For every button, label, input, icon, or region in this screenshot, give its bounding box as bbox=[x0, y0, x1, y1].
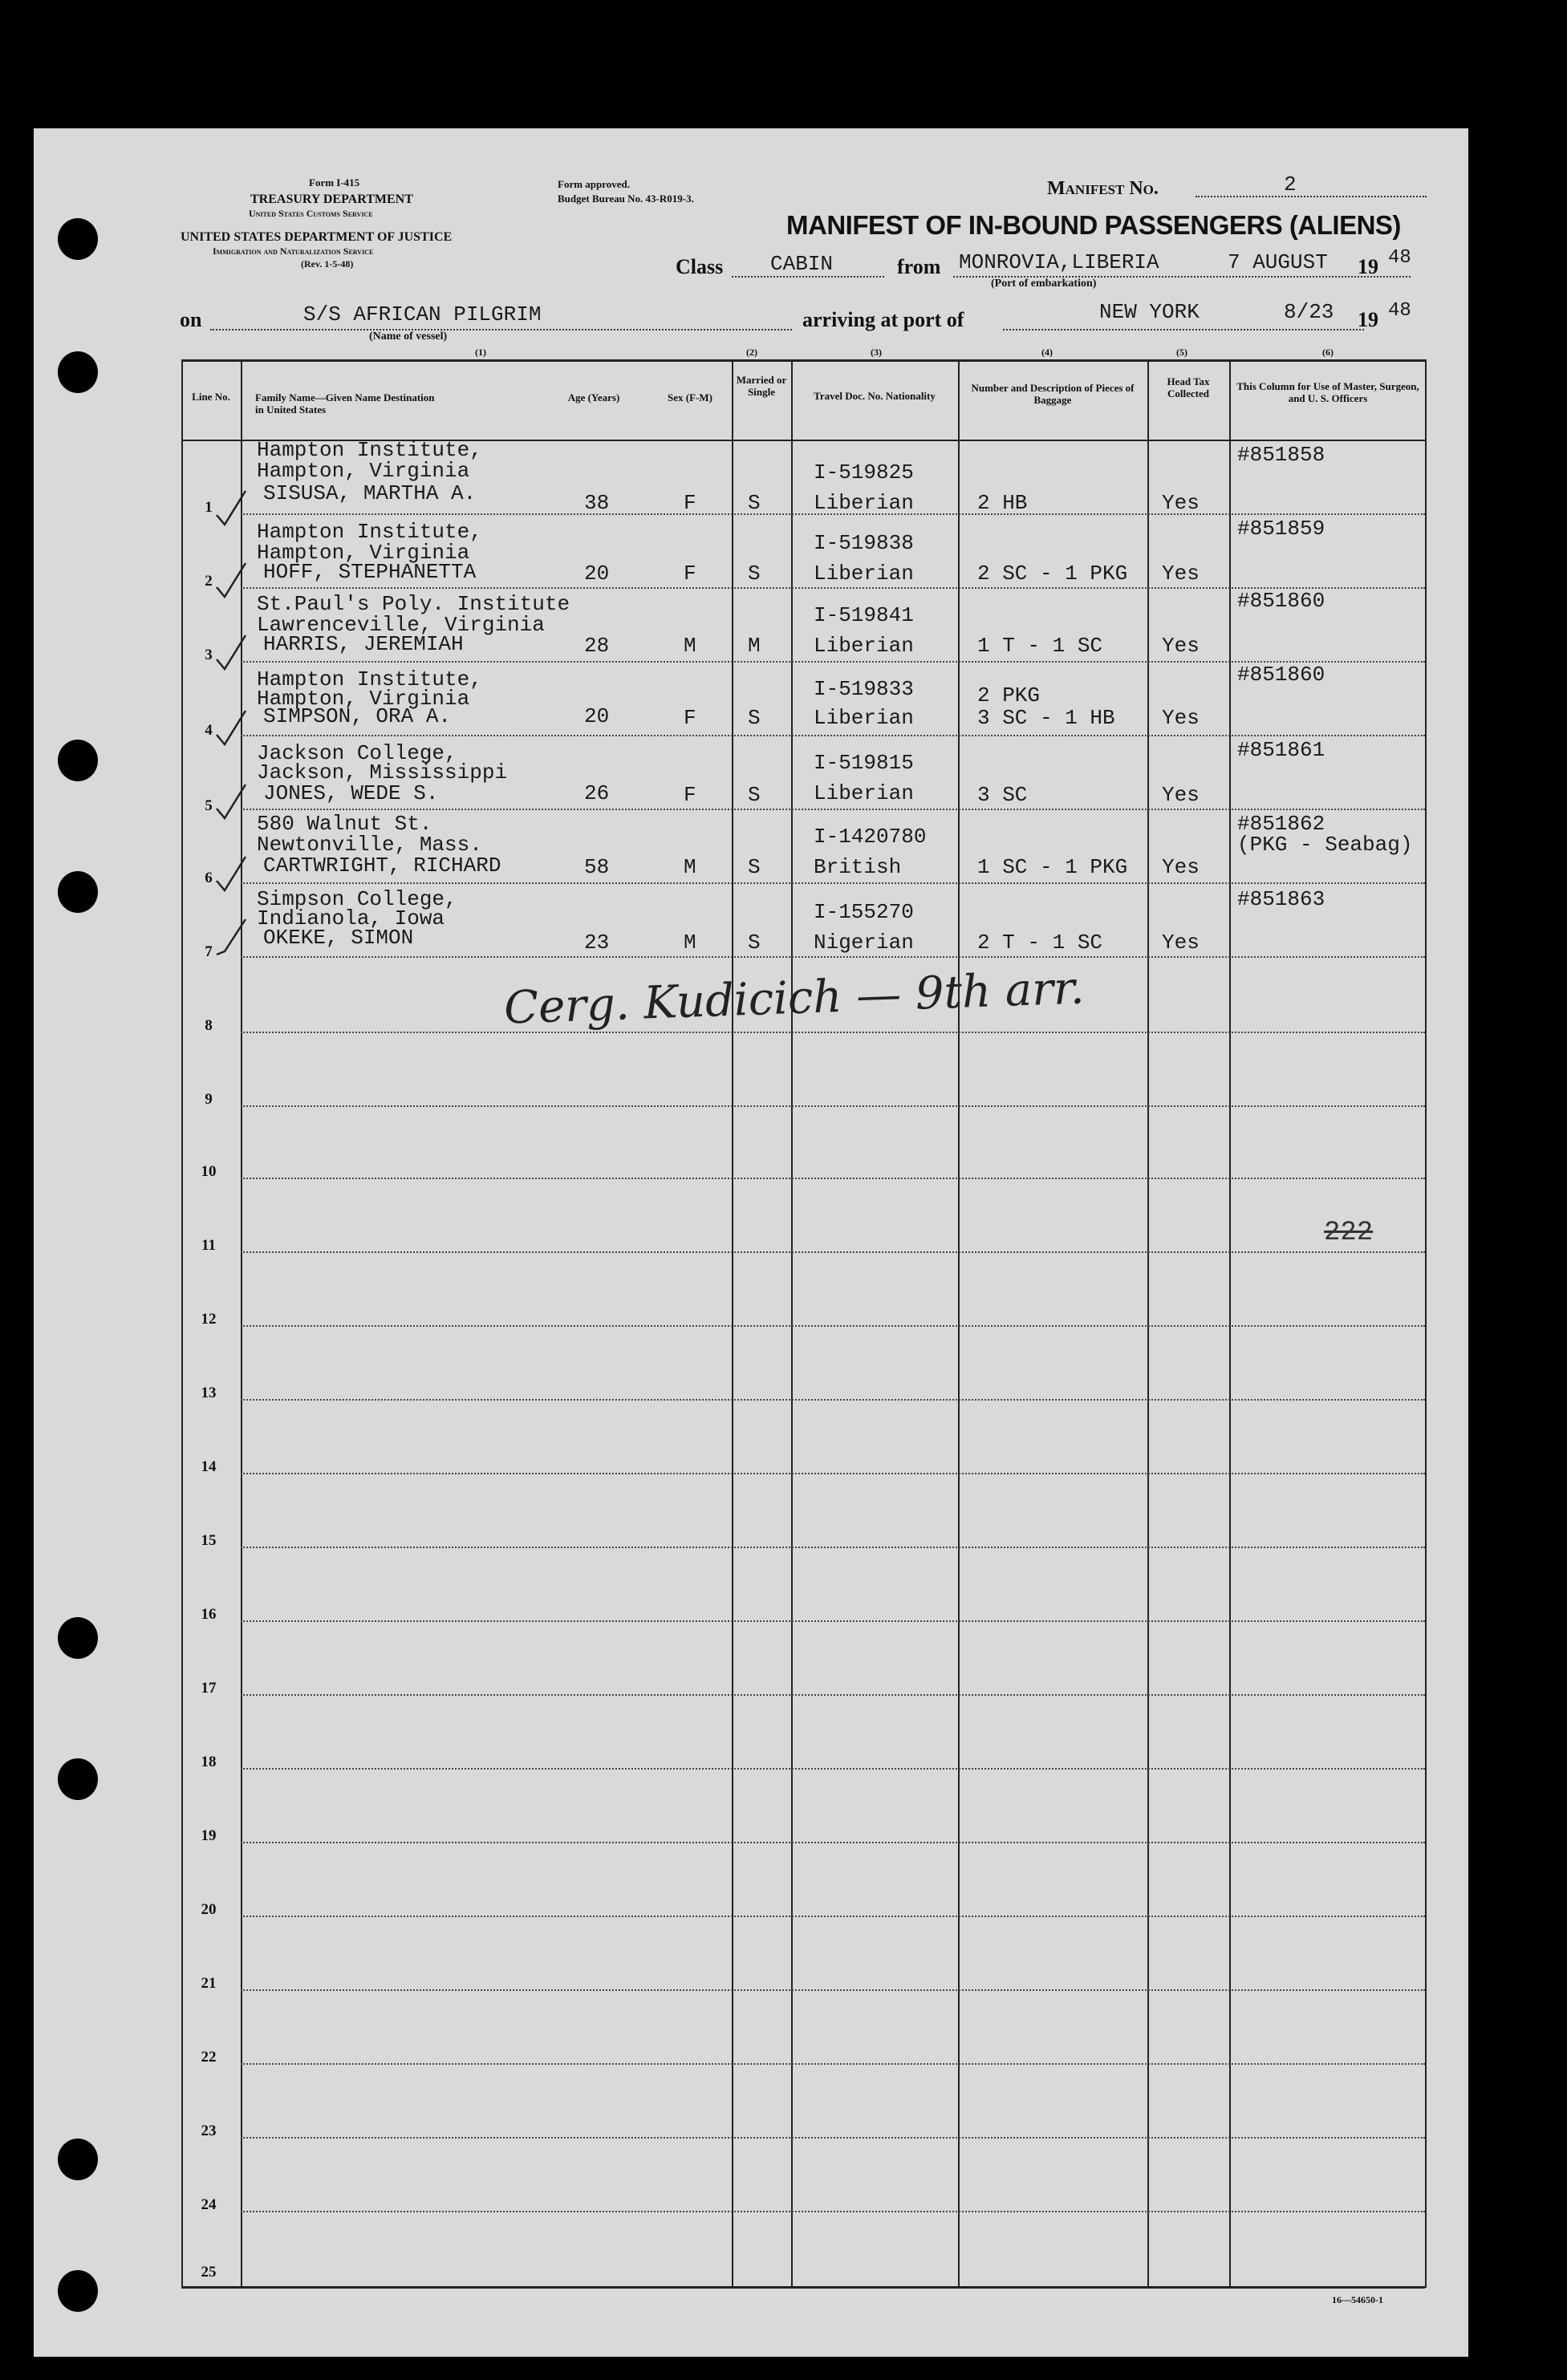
col-rule bbox=[1229, 359, 1231, 2288]
header-age: Age (Years) bbox=[567, 391, 620, 403]
port-embark-caption: (Port of embarkation) bbox=[991, 278, 1097, 290]
line-number: 17 bbox=[201, 1680, 217, 1697]
officer-number: #851859 bbox=[1237, 517, 1325, 541]
head-tax: Yes bbox=[1162, 706, 1200, 730]
travel-doc-no: I-519833 bbox=[814, 677, 914, 701]
destination-line-2: Hampton, Virginia bbox=[257, 459, 470, 483]
header-name: Family Name—Given Name Destination in United States bbox=[255, 391, 435, 416]
treasury-dept: TREASURY DEPARTMENT bbox=[250, 193, 413, 206]
col-num-1: (1) bbox=[475, 347, 486, 358]
punch-hole bbox=[58, 351, 98, 393]
travel-doc-no: I-519838 bbox=[814, 531, 914, 555]
row-rule bbox=[241, 1325, 1425, 1327]
punch-hole bbox=[58, 218, 98, 260]
row-rule bbox=[241, 1032, 1425, 1033]
line-number: 21 bbox=[201, 1975, 217, 1992]
destination-line-1: Hampton Institute, bbox=[257, 438, 482, 462]
head-tax: Yes bbox=[1162, 491, 1200, 515]
vessel-caption: (Name of vessel) bbox=[369, 330, 448, 343]
punch-hole bbox=[58, 2139, 98, 2180]
row-rule bbox=[241, 1694, 1425, 1696]
col-num-3: (3) bbox=[871, 347, 882, 358]
line-number: 4 bbox=[205, 722, 213, 739]
sex: M bbox=[684, 855, 696, 879]
destination-line-2: Indianola, Iowa bbox=[257, 906, 445, 931]
line-number: 24 bbox=[201, 2196, 217, 2213]
marital-status: M bbox=[748, 634, 761, 658]
check-marks bbox=[209, 449, 257, 963]
manifest-no-value: 2 bbox=[1284, 172, 1297, 197]
line-number: 15 bbox=[201, 1532, 217, 1549]
stamp-number: 222 bbox=[1324, 1218, 1374, 1248]
head-tax: Yes bbox=[1162, 562, 1200, 586]
baggage-2: 1 T - 1 SC bbox=[977, 634, 1103, 658]
nationality: Liberian bbox=[814, 781, 914, 805]
header-head-tax: Head Tax Collected bbox=[1167, 375, 1210, 399]
table-top-rule bbox=[181, 359, 1425, 362]
marital-status: S bbox=[748, 931, 761, 955]
destination-line-1: Hampton Institute, bbox=[257, 667, 482, 691]
punch-hole bbox=[58, 1617, 98, 1659]
baggage-2: 3 SC - 1 HB bbox=[977, 706, 1115, 730]
travel-doc-no: I-155270 bbox=[814, 900, 914, 924]
handwritten-signature: Cerg. Kudicich — 9th arr. bbox=[503, 962, 1086, 1035]
officer-number: #851860 bbox=[1237, 589, 1325, 613]
sex: M bbox=[684, 931, 696, 955]
destination-line-2: Hampton, Virginia bbox=[257, 541, 470, 565]
row-rule bbox=[241, 513, 1425, 515]
baggage-2: 2 HB bbox=[977, 491, 1028, 515]
line-number: 12 bbox=[201, 1311, 217, 1328]
header-married: Married or Single bbox=[736, 374, 787, 398]
row-rule bbox=[241, 735, 1425, 736]
from-label: from bbox=[897, 255, 941, 278]
line-number: 18 bbox=[201, 1754, 217, 1770]
age: 38 bbox=[584, 491, 610, 515]
line-number: 11 bbox=[201, 1237, 216, 1254]
travel-doc-no: I-519825 bbox=[814, 460, 914, 485]
officer-note: (PKG - Seabag) bbox=[1237, 833, 1413, 857]
header-sex: Sex (F-M) bbox=[668, 391, 712, 403]
destination-line-1: St.Paul's Poly. Institute bbox=[257, 592, 570, 616]
row-rule bbox=[241, 2211, 1425, 2212]
col-rule bbox=[732, 359, 733, 2288]
line-number: 2 bbox=[205, 573, 213, 590]
passenger-name: HOFF, STEPHANETTA bbox=[263, 560, 477, 584]
header-travel-doc: Travel Doc. No. Nationality bbox=[814, 390, 936, 402]
col-rule bbox=[958, 359, 960, 2288]
arrival-year-suffix: 48 bbox=[1388, 300, 1411, 322]
baggage-2: 3 SC bbox=[977, 783, 1028, 807]
col-rule bbox=[1425, 359, 1427, 2288]
marital-status: S bbox=[748, 562, 761, 586]
class-value: CABIN bbox=[770, 252, 834, 276]
row-rule bbox=[241, 1251, 1425, 1253]
from-value: MONROVIA,LIBERIA bbox=[959, 250, 1159, 274]
head-tax: Yes bbox=[1162, 931, 1200, 955]
date-value: 7 AUGUST bbox=[1228, 250, 1328, 274]
punch-hole bbox=[58, 2270, 98, 2312]
destination-line-2: Newtonville, Mass. bbox=[257, 833, 482, 857]
destination-line-2: Jackson, Mississippi bbox=[257, 760, 508, 785]
destination-line-1: 580 Walnut St. bbox=[257, 812, 432, 836]
col-num-4: (4) bbox=[1041, 347, 1053, 358]
manifest-no-line bbox=[1196, 196, 1427, 197]
head-tax: Yes bbox=[1162, 783, 1200, 807]
age: 28 bbox=[584, 634, 610, 658]
line-number: 10 bbox=[201, 1163, 217, 1180]
arrival-port: NEW YORK bbox=[1099, 300, 1200, 324]
head-tax: Yes bbox=[1162, 634, 1200, 658]
passenger-name: HARRIS, JEREMIAH bbox=[263, 632, 464, 656]
travel-doc-no: I-1420780 bbox=[814, 825, 927, 849]
manifest-no-label: Manifest No. bbox=[1047, 178, 1159, 199]
arriving-label: arriving at port of bbox=[802, 308, 964, 331]
passenger-name: JONES, WEDE S. bbox=[263, 781, 439, 805]
year-prefix: 19 bbox=[1358, 255, 1378, 278]
line-number: 7 bbox=[205, 943, 213, 960]
line-number: 13 bbox=[201, 1385, 217, 1401]
row-rule bbox=[241, 1547, 1425, 1548]
line-number: 14 bbox=[201, 1458, 217, 1475]
nationality: Liberian bbox=[814, 562, 914, 586]
class-label: Class bbox=[676, 255, 724, 278]
passenger-name: SIMPSON, ORA A. bbox=[263, 704, 452, 728]
row-rule bbox=[241, 1620, 1425, 1622]
row-rule bbox=[241, 1989, 1425, 1991]
row-rule bbox=[241, 809, 1425, 810]
age: 23 bbox=[584, 931, 610, 955]
destination-line-2: Hampton, Virginia bbox=[257, 687, 470, 711]
footer-code: 16—54650-1 bbox=[1332, 2294, 1383, 2305]
col-rule bbox=[181, 359, 183, 2288]
on-label: on bbox=[180, 308, 202, 331]
head-tax: Yes bbox=[1162, 855, 1200, 879]
sex: F bbox=[684, 706, 696, 730]
col-num-6: (6) bbox=[1322, 347, 1334, 358]
line-number: 8 bbox=[205, 1017, 213, 1034]
year-suffix: 48 bbox=[1388, 247, 1411, 269]
age: 20 bbox=[584, 562, 610, 586]
baggage-1: 2 PKG bbox=[977, 683, 1041, 708]
travel-doc-no: I-519815 bbox=[814, 751, 914, 775]
sex: F bbox=[684, 562, 696, 586]
sex: F bbox=[684, 491, 696, 515]
officer-number: #851858 bbox=[1237, 443, 1325, 467]
nationality: British bbox=[814, 855, 902, 879]
passenger-name: SISUSA, MARTHA A. bbox=[263, 481, 477, 505]
baggage-2: 2 T - 1 SC bbox=[977, 931, 1103, 955]
passenger-name: CARTWRIGHT, RICHARD bbox=[263, 853, 501, 878]
destination-line-2: Lawrenceville, Virginia bbox=[257, 613, 545, 637]
table-bottom-rule bbox=[181, 2286, 1425, 2289]
line-number: 25 bbox=[201, 2264, 217, 2281]
arrival-year-prefix: 19 bbox=[1358, 308, 1378, 331]
officer-number: #851861 bbox=[1237, 738, 1325, 762]
line-number: 5 bbox=[205, 797, 213, 814]
sex: F bbox=[684, 783, 696, 807]
age: 20 bbox=[584, 704, 610, 728]
budget-bureau: Budget Bureau No. 43-R019-3. bbox=[558, 193, 694, 205]
punch-hole bbox=[58, 871, 98, 913]
row-rule bbox=[241, 882, 1425, 884]
officer-number: #851863 bbox=[1237, 887, 1325, 911]
line-number: 6 bbox=[205, 870, 213, 886]
line-number: 23 bbox=[201, 2123, 217, 2139]
col-num-2: (2) bbox=[746, 347, 757, 358]
destination-line-1: Jackson College, bbox=[257, 741, 457, 765]
arrival-date: 8/23 bbox=[1284, 300, 1334, 324]
arrival-line bbox=[1003, 329, 1364, 330]
col-num-5: (5) bbox=[1176, 347, 1187, 358]
row-rule bbox=[241, 1105, 1425, 1107]
officer-number: #851860 bbox=[1237, 663, 1325, 687]
form-approved: Form approved. bbox=[558, 178, 631, 190]
row-rule bbox=[241, 1178, 1425, 1179]
officer-number: #851862 bbox=[1237, 812, 1325, 836]
travel-doc-no: I-519841 bbox=[814, 603, 914, 627]
row-rule bbox=[241, 1916, 1425, 1917]
marital-status: S bbox=[748, 855, 761, 879]
vessel-value: S/S AFRICAN PILGRIM bbox=[303, 302, 542, 326]
header-officers: This Column for Use of Master, Surgeon, and U. S. Officers bbox=[1236, 380, 1419, 404]
form-number: Form I-415 bbox=[309, 176, 360, 189]
header-baggage: Number and Description of Pieces of Baggage bbox=[971, 382, 1135, 406]
row-rule bbox=[241, 2063, 1425, 2065]
line-number: 3 bbox=[205, 647, 213, 663]
justice-dept: UNITED STATES DEPARTMENT OF JUSTICE bbox=[181, 230, 453, 244]
destination-line-1: Hampton Institute, bbox=[257, 520, 482, 544]
nationality: Liberian bbox=[814, 706, 914, 730]
nationality: Nigerian bbox=[814, 931, 914, 955]
line-number: 1 bbox=[205, 499, 213, 516]
punch-hole bbox=[58, 1758, 98, 1800]
line-number: 20 bbox=[201, 1901, 217, 1918]
nationality: Liberian bbox=[814, 491, 914, 515]
marital-status: S bbox=[748, 491, 761, 515]
baggage-2: 1 SC - 1 PKG bbox=[977, 855, 1128, 879]
page-title: MANIFEST OF IN-BOUND PASSENGERS (ALIENS) bbox=[786, 210, 1401, 240]
revision: (Rev. 1-5-48) bbox=[301, 258, 354, 270]
row-rule bbox=[241, 1473, 1425, 1474]
marital-status: S bbox=[748, 783, 761, 807]
ins-name: Immigration and Naturalization Service bbox=[213, 245, 374, 257]
line-number: 9 bbox=[205, 1091, 213, 1108]
class-line bbox=[732, 276, 884, 278]
punch-hole bbox=[58, 740, 98, 781]
line-number: 19 bbox=[201, 1827, 217, 1844]
age: 58 bbox=[584, 855, 610, 879]
col-rule bbox=[791, 359, 793, 2288]
row-rule bbox=[241, 1768, 1425, 1770]
header-line-no: Line No. bbox=[192, 391, 230, 403]
marital-status: S bbox=[748, 706, 761, 730]
destination-line-1: Simpson College, bbox=[257, 887, 457, 911]
row-rule bbox=[241, 2137, 1425, 2139]
age: 26 bbox=[584, 781, 610, 805]
nationality: Liberian bbox=[814, 634, 914, 658]
vessel-line bbox=[210, 329, 792, 330]
baggage-2: 2 SC - 1 PKG bbox=[977, 562, 1128, 586]
row-rule bbox=[241, 956, 1425, 958]
line-number: 16 bbox=[201, 1606, 217, 1623]
row-rule bbox=[241, 1399, 1425, 1401]
row-rule bbox=[241, 1842, 1425, 1843]
col-rule bbox=[1147, 359, 1149, 2288]
sex: M bbox=[684, 634, 696, 658]
passenger-name: OKEKE, SIMON bbox=[263, 926, 414, 950]
customs-service: United States Customs Service bbox=[249, 208, 373, 219]
line-number: 22 bbox=[201, 2049, 217, 2066]
